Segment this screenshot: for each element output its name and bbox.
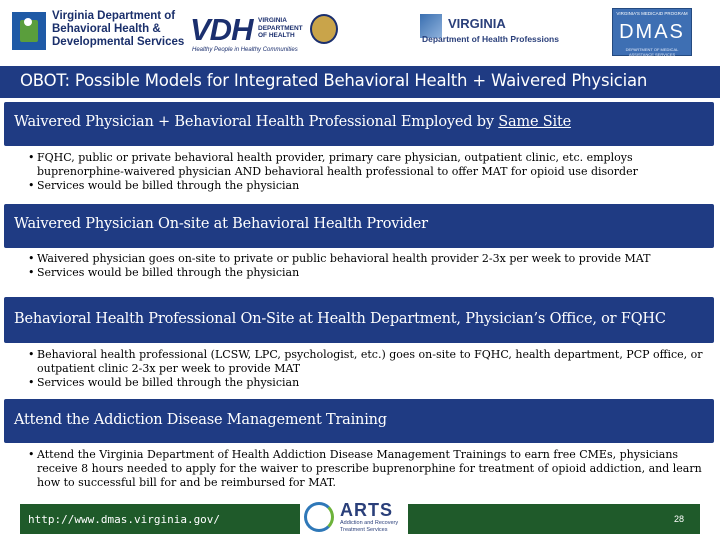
- dhp-title: VIRGINIA: [448, 16, 506, 31]
- dbhds-mark-icon: [12, 12, 46, 50]
- section-1-heading-underlined: Same Site: [498, 114, 571, 130]
- vdh-small-line-1: VIRGINIA: [258, 17, 287, 24]
- section-2-header: [4, 204, 714, 248]
- section-1-bullets: [28, 151, 708, 193]
- virginia-seal-icon: [310, 14, 338, 44]
- vdh-small-line-3: OF HEALTH: [258, 32, 295, 39]
- section-2-bullets: [28, 252, 708, 280]
- section-1-heading: [14, 114, 571, 130]
- dmas-wordmark: DMAS: [619, 21, 685, 43]
- section-3-header: [4, 297, 714, 343]
- section-4-bullets: [28, 448, 708, 490]
- dhp-subtitle: Department of Health Professions: [422, 34, 559, 44]
- list-item: • Services would be billed through the physician: [28, 266, 708, 280]
- vdh-logo: [190, 14, 340, 54]
- section-3-bullets: [28, 348, 708, 390]
- section-3-heading: Behavioral Health Professional On-Site at Health Department, Physician’s Office, or FQHC: [14, 311, 666, 327]
- section-4-heading: Attend the Addiction Disease Management Training: [14, 412, 387, 428]
- dmas-logo: [612, 8, 692, 56]
- section-2-heading: Waivered Physician On-site at Behavioral Health Provider: [14, 216, 428, 232]
- list-item: • Behavioral health professional (LCSW, LPC, psychologist, etc.) goes on-site to FQHC, health department, PCP office, or outpatient clinic 2-3x per week to provide MAT: [28, 348, 708, 376]
- list-item: • Services would be billed through the physician: [28, 179, 708, 193]
- arts-sub-line-2: Treatment Services: [340, 526, 388, 533]
- arts-wordmark: ARTS: [340, 500, 393, 520]
- arts-sub-line-1: Addiction and Recovery: [340, 520, 399, 526]
- section-1-header: [4, 102, 714, 146]
- page-number: 28: [673, 514, 684, 524]
- section-1-heading-text: Waivered Physician + Behavioral Health Professional Employed by: [14, 114, 499, 130]
- list-item: • FQHC, public or private behavioral health provider, primary care physician, outpatient clinic, etc. employs buprenorphine-waivered physician AND behavioral health professional to offer MAT for opioid use disorder: [28, 151, 708, 179]
- arts-circle-icon: [304, 502, 334, 532]
- title-bar: [0, 66, 720, 98]
- vdh-wordmark: VDH: [190, 12, 253, 47]
- dmas-top-text: VIRGINIA'S MEDICAID PROGRAM: [616, 11, 688, 16]
- dbhds-line-3: Developmental Services: [52, 36, 185, 48]
- logo-bar: [0, 0, 720, 62]
- vdh-small-text: [258, 17, 303, 40]
- arts-logo: [300, 498, 408, 538]
- dhp-logo: [420, 14, 580, 46]
- slide-title: OBOT: Possible Models for Integrated Behavioral Health + Waivered Physician: [20, 71, 648, 90]
- vdh-small-line-2: DEPARTMENT: [258, 24, 303, 32]
- section-4-header: [4, 399, 714, 443]
- dmas-bottom-text: DEPARTMENT OF MEDICAL ASSISTANCE SERVICES: [625, 47, 679, 57]
- dbhds-logo: [12, 10, 185, 54]
- list-item: • Services would be billed through the physician: [28, 376, 708, 390]
- list-item: • Attend the Virginia Department of Health Addiction Disease Management Trainings to earn free CMEs, physicians receive 8 hours needed to apply for the waiver to prescribe buprenorphine for treatment of opioid addiction, and learn how to successful bill for and be reimbursed for MAT.: [28, 448, 708, 490]
- vdh-tagline: Healthy People in Healthy Communities: [192, 47, 298, 53]
- dbhds-line-2: Behavioral Health &: [52, 23, 161, 35]
- list-item: • Waivered physician goes on-site to private or public behavioral health provider 2-3x per week to provide MAT: [28, 252, 708, 266]
- dbhds-logo-text: [52, 10, 184, 49]
- footer-url-link[interactable]: http://www.dmas.virginia.gov/: [28, 513, 221, 526]
- arts-subtitle: [340, 520, 398, 533]
- dbhds-line-1: Virginia Department of: [52, 10, 176, 22]
